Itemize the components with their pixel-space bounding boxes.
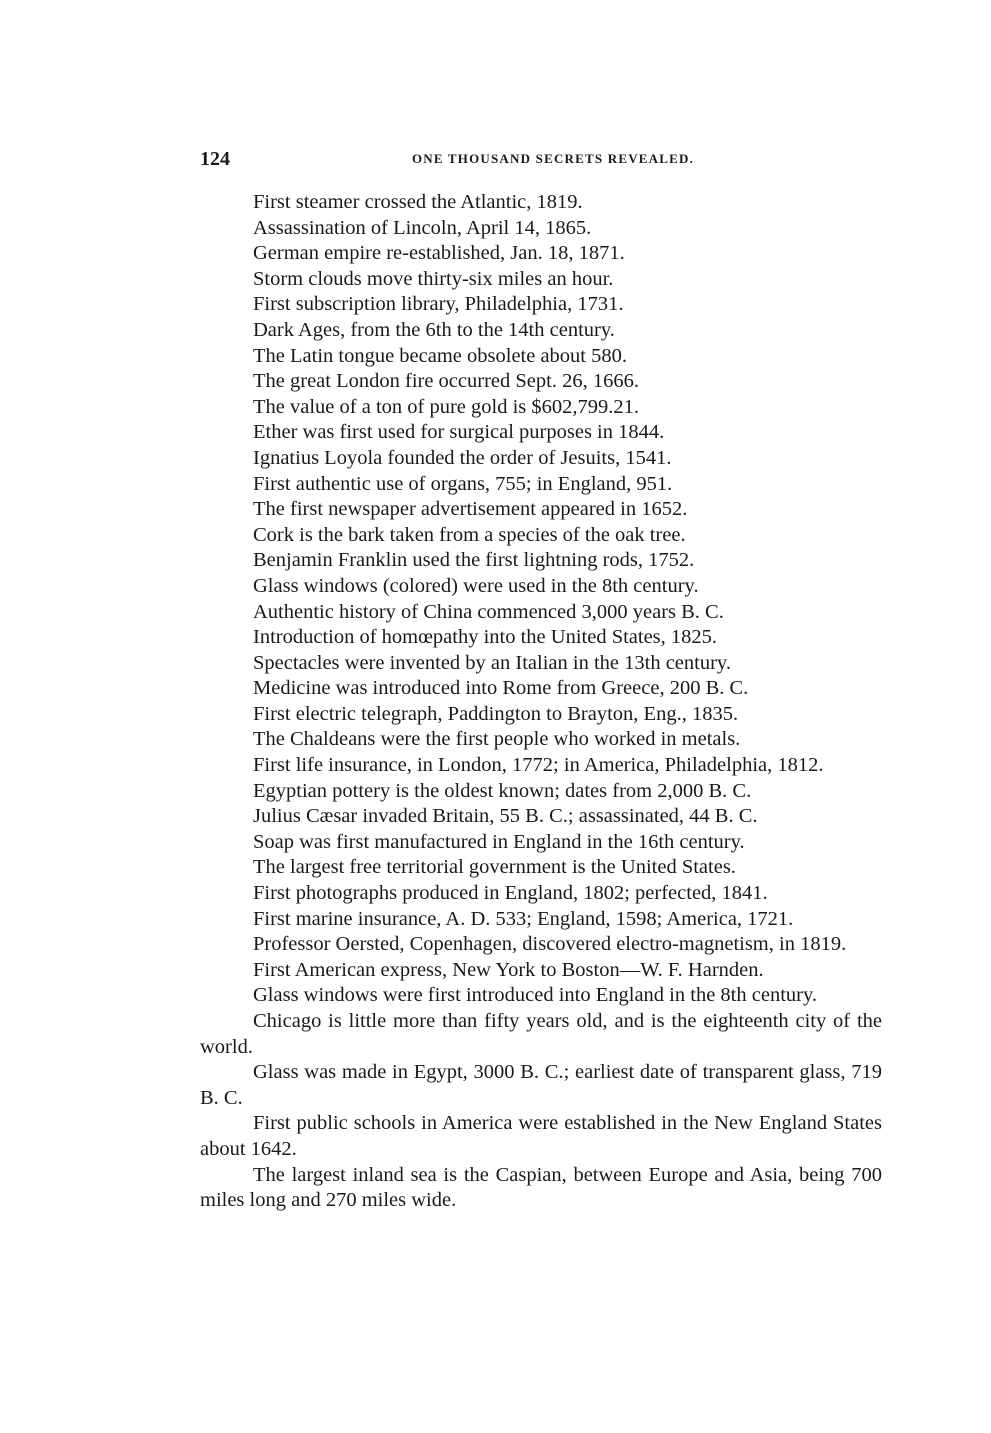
fact-line: Storm clouds move thirty-six miles an hour.: [253, 267, 614, 290]
fact-line: The value of a ton of pure gold is $602,799.21.: [253, 395, 640, 418]
fact-line: First electric telegraph, Paddington to Brayton, Eng., 1835.: [253, 702, 739, 725]
fact-line: Introduction of homœpathy into the United States, 1825.: [253, 626, 718, 649]
fact-line: Soap was first manufactured in England in the 16th century.: [253, 830, 745, 853]
fact-line: Ether was first used for surgical purposes in 1844.: [253, 421, 665, 444]
fact-line: Authentic history of China commenced 3,000 years B. C.: [253, 600, 724, 623]
fact-line: The great London fire occurred Sept. 26, 1666.: [253, 370, 639, 393]
fact-line: Egyptian pottery is the oldest known; dates from 2,000 B. C.: [253, 779, 752, 802]
fact-line: German empire re-established, Jan. 18, 1871.: [253, 242, 625, 265]
fact-line: First photographs produced in England, 1802; perfected, 1841.: [253, 882, 768, 905]
fact-line: Julius Cæsar invaded Britain, 55 B. C.; assassinated, 44 B. C.: [253, 805, 758, 828]
page-header: [200, 148, 890, 172]
page-number: 124: [200, 148, 230, 170]
fact-paragraph: Glass windows were first introduced into England in the 8th century.: [253, 984, 818, 1007]
fact-line: The largest free territorial government is the United States.: [253, 856, 736, 879]
fact-line: First steamer crossed the Atlantic, 1819.: [253, 191, 583, 213]
fact-line: Assassination of Lincoln, April 14, 1865.: [253, 216, 592, 239]
running-title: ONE THOUSAND SECRETS REVEALED.: [411, 151, 695, 166]
fact-paragraph: Professor Oersted, Copenhagen, discovered electro-magnetism, in 1819.: [253, 933, 847, 956]
fact-line: Medicine was introduced into Rome from Greece, 200 B. C.: [253, 677, 749, 700]
fact-paragraph: Glass was made in Egypt, 3000 B. C.; earliest date of transparent glass, 719 B. C.: [200, 1061, 882, 1109]
fact-paragraph: First American express, New York to Boston—W. F. Harnden.: [253, 958, 764, 981]
fact-line: Cork is the bark taken from a species of the oak tree.: [253, 523, 686, 546]
fact-line: The Chaldeans were the first people who worked in metals.: [253, 728, 741, 751]
fact-line: Dark Ages, from the 6th to the 14th century.: [253, 318, 615, 341]
fact-paragraph: First public schools in America were established in the New England States about 1642.: [200, 1112, 882, 1160]
fact-line: First marine insurance, A. D. 533; England, 1598; America, 1721.: [253, 907, 794, 930]
fact-line: Spectacles were invented by an Italian in the 13th century.: [253, 651, 731, 674]
fact-paragraph: The largest inland sea is the Caspian, between Europe and Asia, being 700 miles long and 270 miles wide.: [200, 1163, 882, 1212]
fact-line: First life insurance, in London, 1772; in America, Philadelphia, 1812.: [253, 754, 824, 777]
fact-line: Glass windows (colored) were used in the 8th century.: [253, 574, 699, 597]
fact-line: Benjamin Franklin used the first lightning rods, 1752.: [253, 549, 695, 572]
fact-line: Ignatius Loyola founded the order of Jesuits, 1541.: [253, 446, 672, 469]
fact-paragraph: Chicago is little more than fifty years old, and is the eighteenth city of the world.: [200, 1010, 882, 1058]
fact-line: The Latin tongue became obsolete about 580.: [253, 344, 628, 367]
fact-line: The first newspaper advertisement appeared in 1652.: [253, 498, 688, 521]
fact-line: First subscription library, Philadelphia, 1731.: [253, 293, 624, 316]
facts-list: [200, 190, 882, 1214]
fact-line: First authentic use of organs, 755; in England, 951.: [253, 472, 673, 495]
